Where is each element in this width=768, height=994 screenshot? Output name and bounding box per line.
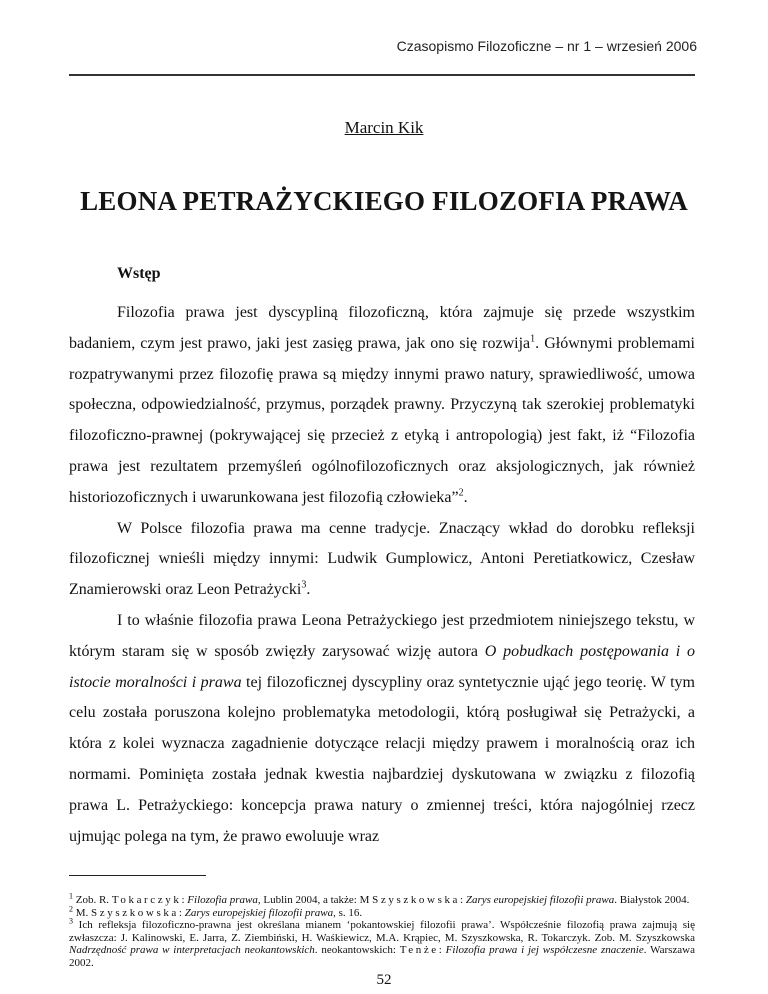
footnote-2: $^2$ M. Szyszkowska: Zarys europejskiej filozofii prawa, s. 16.	[69, 903, 363, 919]
footnote-separator	[69, 875, 206, 876]
paragraph-2: W Polsce filozofia prawa ma cenne tradycje. Znaczący wkład do dorobku refleksji filozoficznej wnieśli między innymi: Ludwik Gumplowicz, Antoni Peretiatkowicz, Czesław Znamierowski oraz Leon Petrażycki$^3$.	[69, 519, 695, 599]
page-number: 52	[376, 972, 392, 988]
running-header: Czasopismo Filozoficzne – nr 1 – wrzesień 2006	[396, 38, 697, 54]
cited-work-title: O pobudkach postępowania i o istocie moralności i prawa	[69, 642, 695, 691]
footnote-ref-1[interactable]: 1	[530, 333, 536, 345]
section-heading: Wstęp	[117, 265, 161, 282]
article-author: Marcin Kik	[344, 118, 424, 137]
article-body	[69, 298, 695, 852]
paragraph-3: I to właśnie filozofia prawa Leona Petrażyckiego jest przedmiotem niniejszego tekstu, w którym staram się w sposób zwięzły zarysować wizję autora O pobudkach postępowania i o istocie moralności i prawa tej filozoficznej dyscypliny oraz syntetycznie ująć jego teorię. W tym celu została poruszona kolejno problematyka metodologii, którą posługiwał się Petrażycki, a która z kolei wyznacza zagadnienie dotyczące relacji między prawem i moralnością oraz ich normami. Pominięta została jednak kwestia najbardziej dyskutowana w związku z filozofią prawa L. Petrażyckiego: koncepcja prawa natury o zmiennej treści, która najogólniej rzecz ujmując polega na tym, że prawo ewoluuje wraz	[69, 611, 695, 845]
article-title: LEONA PETRAŻYCKIEGO FILOZOFIA PRAWA	[80, 186, 688, 216]
footnotes	[69, 891, 695, 970]
footnote-1: $^1$ Zob. R. Tokarczyk: Filozofia prawa, Lublin 2004, a także: M Szyszkowska: Zarys europejskiej filozofii prawa. Białystok 2004.	[69, 891, 690, 906]
header-rule	[69, 74, 695, 76]
footnote-ref-2[interactable]: 2	[458, 487, 464, 499]
footnote-3: $^3$ Ich refleksja filozoficzno-prawna jest określana mianem ‘pokantowskiej filozofii prawa’. Współcześnie filozofią prawa zajmują się zwłaszcza: J. Kalinowski, E. Jarra, Z. Ziembiński, H. Waśkiewicz, M.A. Krąpiec, M. Szyszkowska, R. Tokarczyk. Zob. M. Szyszkowska Nadrzędność prawa w interpretacjach neokantowskich. neokantowskich: Tenże: Filozofia prawa i jej współczesne znaczenie. Warszawa 2002.	[69, 916, 695, 969]
footnote-ref-3[interactable]: 3	[301, 579, 307, 591]
paragraph-1: Filozofia prawa jest dyscypliną filozoficzną, która zajmuje się przede wszystkim badaniem, czym jest prawo, jaki jest zasięg prawa, jak ono się rozwija$^1$. Głównymi problemami rozpatrywanymi przez filozofię prawa są między innymi prawo natury, sprawiedliwość, umowa społeczna, odpowiedzialność, przymus, porządek prawny. Przyczyną tak szerokiej problematyki filozoficzno-prawnej (pokrywającej się przecież z etyką i antropologią) jest fakt, iż “Filozofia prawa jest rezultatem przemyśleń ogólnofilozoficznych oraz aksjologicznych, jak również historiozoficznych i uwarunkowana jest filozofią człowieka”$^2$.	[69, 304, 695, 506]
